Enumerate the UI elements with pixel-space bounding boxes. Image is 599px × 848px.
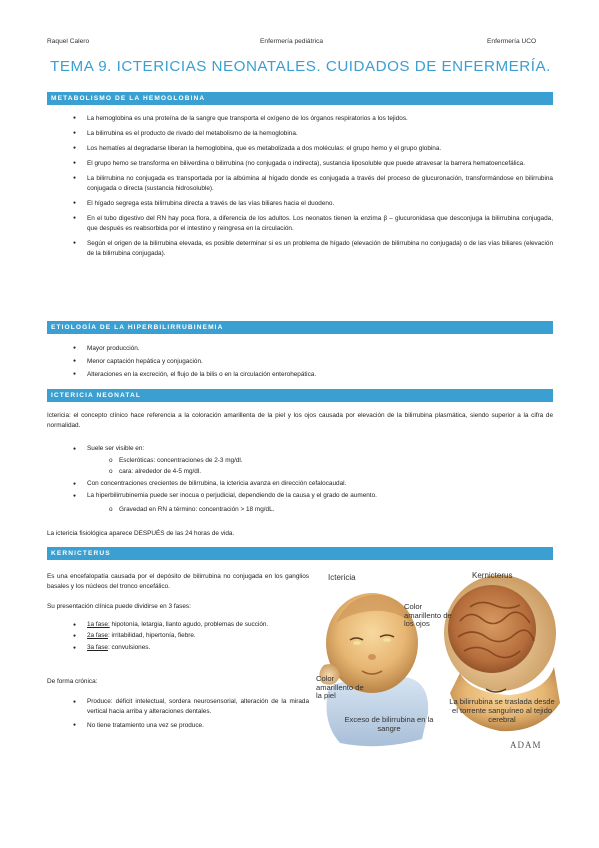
list-item: ● Los hematíes al degradarse liberan la hemoglobina, que es metabolizada a dos moléculas: el grupo hemo y el grupo globina.: [73, 144, 553, 154]
list-item: [73, 444, 553, 478]
document-title: TEMA 9. ICTERICIAS NEONATALES. CUIDADOS DE ENFERMERÍA.: [50, 58, 551, 75]
list-item: ● El hígado segrega esta bilirrubina directa a través de las vías biliares hacia el duodeno.: [73, 199, 553, 209]
label-kernicterus: Kernicterus: [472, 571, 513, 580]
list-item: ● Menor captación hepática y conjugación.: [73, 357, 553, 367]
sub-item: o Gravedad en RN a término: concentración > 18 mg/dL.: [109, 503, 553, 517]
phase-text: : irritabilidad, hipertonía, fiebre.: [107, 632, 196, 640]
list-item: [73, 631, 309, 641]
ictericia-list: [73, 444, 553, 517]
phase-label: 1a fase:: [87, 621, 110, 628]
visible-label: Suele ser visible en:: [87, 445, 145, 452]
label-eyes: Color amarillento de los ojos: [404, 602, 452, 629]
header-subject: Enfermería pediátrica: [260, 38, 324, 45]
section-heading-metabolismo: METABOLISMO DE LA HEMOGLOBINA: [47, 92, 553, 105]
ictericia-intro: Ictericia: el concepto clínico hace referencia a la coloración amarillenta de la piel y los ojos causada por elevación de la bilirrubina plasmática, siendo superior a la cifra de normalidad.: [47, 412, 553, 430]
list-item: ● La bilirrubina es el producto de rivado del metabolismo de la hemoglobina.: [73, 129, 553, 139]
list-item: ● Mayor producción.: [73, 344, 553, 354]
phase-text: : convulsiones.: [107, 644, 151, 652]
section-heading-ictericia: ICTERICIA NEONATAL: [47, 389, 553, 402]
header-school: Enfermería UCO: [487, 38, 537, 45]
list-item: [73, 490, 553, 517]
etiologia-list: [73, 344, 553, 379]
section-heading-kernicterus: KERNICTERUS: [47, 547, 553, 560]
phase-label: 2a fase: [87, 632, 108, 640]
section-heading-etiologia: ETIOLOGÍA DE LA HIPERBILIRRUBINEMIA: [47, 321, 553, 334]
phases-intro: Su presentación clínica puede dividirse en 3 fases:: [47, 603, 191, 610]
label-ictericia: Ictericia: [328, 573, 356, 582]
fisiologica-note: La ictericia fisiológica aparece DESPUÉS de las 24 horas de vida.: [47, 530, 235, 537]
label-brain: La bilirrubina se traslada desde el torrente sanguíneo al tejido cerebral: [449, 697, 555, 724]
label-excess: Exceso de bilirrubina en la sangre: [344, 715, 434, 733]
phases-list: [73, 620, 309, 654]
list-item: ● La bilirrubina no conjugada es transportada por la albúmina al hígado donde es conjugada a través del proceso de glucuronación, transformándose en bilirrubina conjugada o directa (sustancia hidrosoluble).: [73, 174, 553, 194]
header-author: Raquel Calero: [47, 38, 90, 45]
list-item: ● En el tubo digestivo del RN hay poca flora, a diferencia de los adultos. Los neonatos tienen la enzima β – glucuronidasa que desconjuga la bilirrubina conjugada, que después es reabsorbida por el intestino y reingresa en la circulación.: [73, 214, 553, 234]
list-item: ● Según el origen de la bilirrubina elevada, es posible determinar si es un problema de hígado (elevación de bilirrubina no conjugada) o de las vías biliares (elevación de la bilirrubina conjugada).: [73, 239, 553, 259]
list-item: ● Alteraciones en la excreción, el flujo de la bilis o en la circulación enterohepática.: [73, 370, 553, 380]
list-item: [73, 643, 309, 653]
phase-label: 3a fase: [87, 644, 108, 652]
label-skin: Color amarillento de la piel: [316, 674, 364, 701]
list-item: [73, 620, 309, 630]
sub-item: o Escleróticas: concentraciones de 2-3 mg/dl.: [109, 455, 553, 467]
phase-text: hipotonía, letargia, llanto agudo, problemas de succión.: [109, 621, 269, 628]
cronica-label: De forma crónica:: [47, 678, 98, 685]
hiperbilirrubinemia-text: La hiperbilirrubinemia puede ser inocua o perjudicial, dependiendo de la causa y el grado de aumento.: [87, 492, 377, 500]
list-item: ● No tiene tratamiento una vez se produce.: [73, 721, 309, 731]
list-item: ● La hemoglobina es una proteína de la sangre que transporta el oxígeno de los órganos respiratorios a los tejidos.: [73, 114, 553, 124]
list-item: ● Produce: déficit intelectual, sordera neurosensorial, alteración de la mirada vertical hacia arriba y alteraciones dentales.: [73, 697, 309, 718]
cronica-list: [73, 697, 309, 731]
jaundice-figure: [310, 563, 565, 768]
list-item: ● Con concentraciones crecientes de bilirrubina, la ictericia avanza en dirección cefalocaudal.: [73, 478, 553, 491]
list-item: ● El grupo hemo se transforma en biliverdina o bilirrubina (no conjugada o indirecta), sustancia liposoluble que puede atravesar la barrera hematoencefálica.: [73, 159, 553, 169]
metabolismo-list: [73, 114, 553, 259]
sub-item: o cara: alrededor de 4-5 mg/dl.: [109, 466, 553, 478]
kernicterus-intro: Es una encefalopatía causada por el depósito de bilirrubina no conjugada en los ganglios basales y los núcleos del tronco encefálico.: [47, 573, 309, 591]
credit-logo: ADAM: [510, 740, 542, 750]
